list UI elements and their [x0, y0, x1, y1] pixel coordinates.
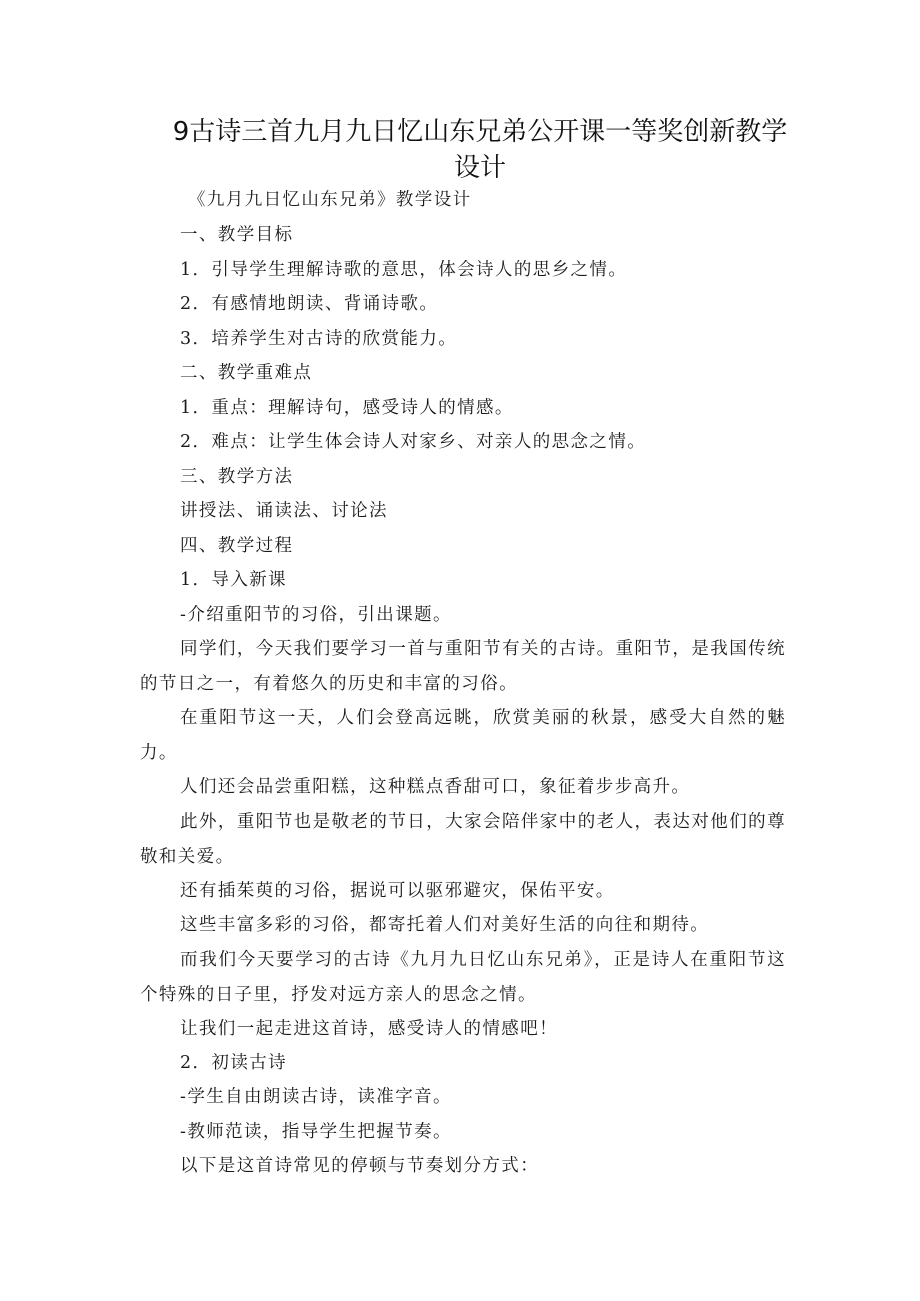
goal-item-2: 2．有感情地朗读、背诵诗歌。 [180, 294, 439, 314]
step-2-heading: 2．初读古诗 [180, 1053, 288, 1073]
paragraph: 让我们一起走进这首诗，感受诗人的情感吧！ [180, 1019, 558, 1039]
document-subtitle: 《九月九日忆山东兄弟》教学设计 [188, 190, 472, 210]
paragraph: 这些丰富多彩的习俗，都寄托着人们对美好生活的向往和期待。 [180, 915, 710, 935]
methods-heading: 三、教学方法 [180, 467, 294, 487]
process-heading: 四、教学过程 [180, 536, 294, 556]
keypoints-heading: 二、教学重难点 [180, 363, 313, 383]
paragraph: 同学们，今天我们要学习一首与重阳节有关的古诗。重阳节，是我国传统的节日之一，有着悠久的历史和丰富的习俗。 [140, 639, 786, 694]
paragraph: 在重阳节这一天，人们会登高远眺，欣赏美丽的秋景，感受大自然的魅力。 [140, 708, 786, 763]
goal-item-3: 3．培养学生对古诗的欣赏能力。 [180, 329, 458, 349]
keypoint-item-2: 2．难点：让学生体会诗人对家乡、对亲人的思念之情。 [180, 432, 647, 452]
paragraph: 还有插茱萸的习俗，据说可以驱邪避灾，保佑平安。 [180, 881, 615, 901]
step-1-heading: 1．导入新课 [180, 570, 288, 590]
paragraph: 此外，重阳节也是敬老的节日，大家会陪伴家中的老人，表达对他们的尊敬和关爱。 [140, 812, 786, 867]
document-title-line-1: 9古诗三首九月九日忆山东兄弟公开课一等奖创新教学 [172, 117, 788, 147]
methods-text: 讲授法、诵读法、讨论法 [180, 501, 388, 521]
document-title-line-2: 设计 [453, 153, 506, 183]
paragraph: 人们还会品尝重阳糕，这种糕点香甜可口，象征着步步高升。 [180, 777, 691, 797]
step-1-intro: -介绍重阳节的习俗，引出课题。 [180, 605, 452, 625]
step-2-note: 以下是这首诗常见的停顿与节奏划分方式： [180, 1156, 540, 1176]
paragraph: 而我们今天要学习的古诗《九月九日忆山东兄弟》，正是诗人在重阳节这个特殊的日子里，抒发对远方亲人的思念之情。 [140, 950, 786, 1005]
keypoint-item-1: 1．重点：理解诗句，感受诗人的情感。 [180, 398, 514, 418]
step-2-item-2: -教师范读，指导学生把握节奏。 [180, 1122, 452, 1142]
step-2-item-1: -学生自由朗读古诗，读准字音。 [180, 1087, 452, 1107]
goals-heading: 一、教学目标 [180, 225, 294, 245]
goal-item-1: 1．引导学生理解诗歌的意思，体会诗人的思乡之情。 [180, 260, 628, 280]
